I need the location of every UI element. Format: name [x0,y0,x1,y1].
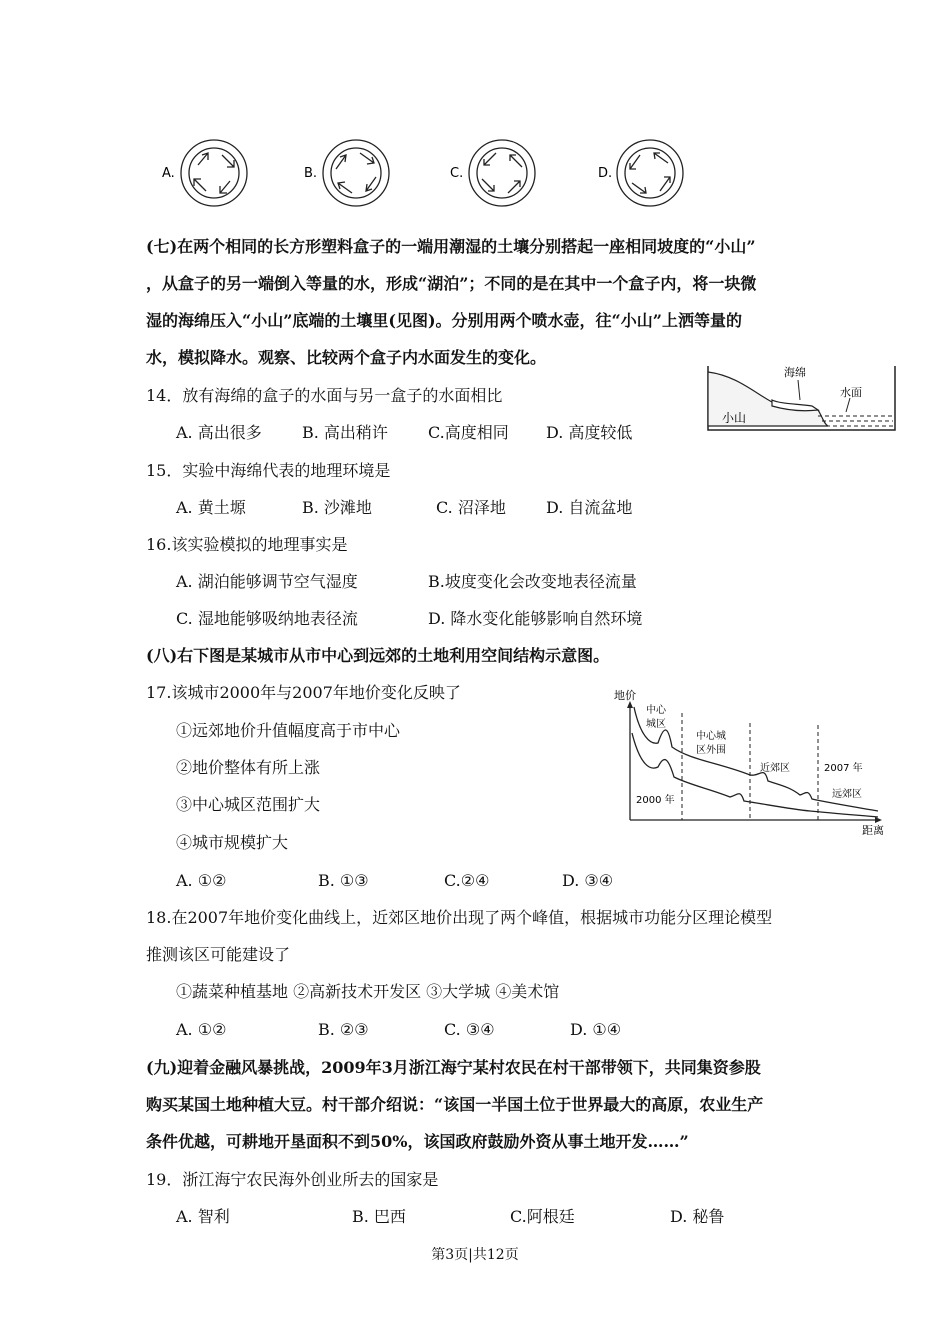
section8-intro: (八)右下图是某城市从市中心到远郊的土地利用空间结构示意图。 [146,646,610,665]
q17-option-d: D. ③④ [562,871,614,890]
water-surface-label: 水面 [840,386,862,399]
vortex-diagram-a [181,140,247,206]
vortex-diagram-c [469,140,535,206]
q15-option-d: D. 自流盆地 [546,498,633,517]
label-2007: 2007 年 [824,763,863,774]
q16-option-a: A. 湖泊能够调节空气湿度 [176,572,358,591]
q17-option-a: A. ①② [176,871,227,890]
q15-stem: 15．实验中海绵代表的地理环境是 [146,461,391,480]
zone-outer-line1: 中心城 [696,731,726,742]
q18-items: ①蔬菜种植基地 ②高新技术开发区 ③大学城 ④美术馆 [176,982,560,1001]
q16-option-b: B.坡度变化会改变地表径流量 [428,572,637,591]
section7-line: ，从盒子的另一端倒入等量的水，形成“湖泊”；不同的是在其中一个盒子内，将一块微 [146,274,757,293]
q16-stem: 16.该实验模拟的地理事实是 [146,535,348,554]
page-footer: 第3页|共12页 [431,1247,519,1263]
q18-option-a: A. ①② [176,1020,227,1039]
sponge-experiment-figure [700,358,900,438]
zone-center-line2: 城区 [646,719,666,730]
chart-ylabel: 地价 [614,689,636,702]
q19-option-a: A. 智利 [176,1207,230,1226]
q19-option-b: B. 巴西 [352,1207,406,1226]
q19-stem: 19．浙江海宁农民海外创业所去的国家是 [146,1170,439,1189]
vortex-diagram-d [617,140,683,206]
section7-line: 水，模拟降水。观察、比较两个盒子内水面发生的变化。 [146,348,547,367]
q18-stem-cont: 推测该区可能建设了 [146,945,291,964]
land-price-figure [610,685,895,835]
q17-item: ④城市规模扩大 [176,833,289,852]
zone-suburb: 近郊区 [760,763,790,774]
q17-stem: 17.该城市2000年与2007年地价变化反映了 [146,683,461,702]
hill-label: 小山 [722,411,747,425]
q17-option-c: C.②④ [444,871,490,890]
vortex-diagram-b [323,140,389,206]
q14-option-a: A. 高出很多 [176,423,262,442]
q14-option-d: D. 高度较低 [546,423,633,442]
vortex-option-label: B. [304,166,318,181]
zone-far-suburb: 远郊区 [832,789,862,800]
q16-option-c: C. 湿地能够吸纳地表径流 [176,609,358,628]
q15-option-b: B. 沙滩地 [302,498,372,517]
q17-item: ②地价整体有所上涨 [176,758,321,777]
q14-stem: 14．放有海绵的盒子的水面与另一盒子的水面相比 [146,386,503,405]
section9-line: (九)迎着金融风暴挑战，2009年3月浙江海宁某村农民在村干部带领下，共同集资参股 [146,1058,761,1077]
q16-option-d: D. 降水变化能够影响自然环境 [428,609,643,628]
sponge-label: 海绵 [784,366,806,379]
q19-option-c: C.阿根廷 [510,1207,575,1226]
q15-option-a: A. 黄土塬 [176,498,246,517]
q18-stem: 18.在2007年地价变化曲线上，近郊区地价出现了两个峰值，根据城市功能分区理论模型 [146,908,773,927]
section7-line: 湿的海绵压入“小山”底端的土壤里(见图)。分别用两个喷水壶，往“小山”上洒等量的 [146,311,742,330]
section9-line: 购买某国土地种植大豆。村干部介绍说：“该国一半国土位于世界最大的高原，农业生产 [146,1095,764,1114]
label-2000: 2000 年 [636,795,675,806]
q17-item: ①远郊地价升值幅度高于市中心 [176,721,401,740]
q17-item: ③中心城区范围扩大 [176,795,321,814]
vortex-option-label: A. [162,166,175,181]
section9-line: 条件优越，可耕地开垦面积不到50%，该国政府鼓励外资从事土地开发……” [146,1132,689,1151]
q19-option-d: D. 秘鲁 [670,1207,725,1226]
section7-line: (七)在两个相同的长方形塑料盒子的一端用潮湿的土壤分别搭起一座相同坡度的“小山” [146,237,756,256]
zone-center-line1: 中心 [646,705,666,716]
q14-option-b: B. 高出稍许 [302,423,388,442]
q14-option-c: C.高度相同 [428,423,509,442]
zone-outer-line2: 区外围 [696,745,726,756]
vortex-option-label: C. [450,166,464,181]
q18-option-d: D. ①④ [570,1020,622,1039]
q18-option-b: B. ②③ [318,1020,369,1039]
vortex-option-label: D. [598,166,613,181]
q17-option-b: B. ①③ [318,871,369,890]
vortex-figure [150,135,710,215]
chart-xlabel: 距离 [862,824,884,835]
q15-option-c: C. 沼泽地 [436,498,506,517]
q18-option-c: C. ③④ [444,1020,495,1039]
